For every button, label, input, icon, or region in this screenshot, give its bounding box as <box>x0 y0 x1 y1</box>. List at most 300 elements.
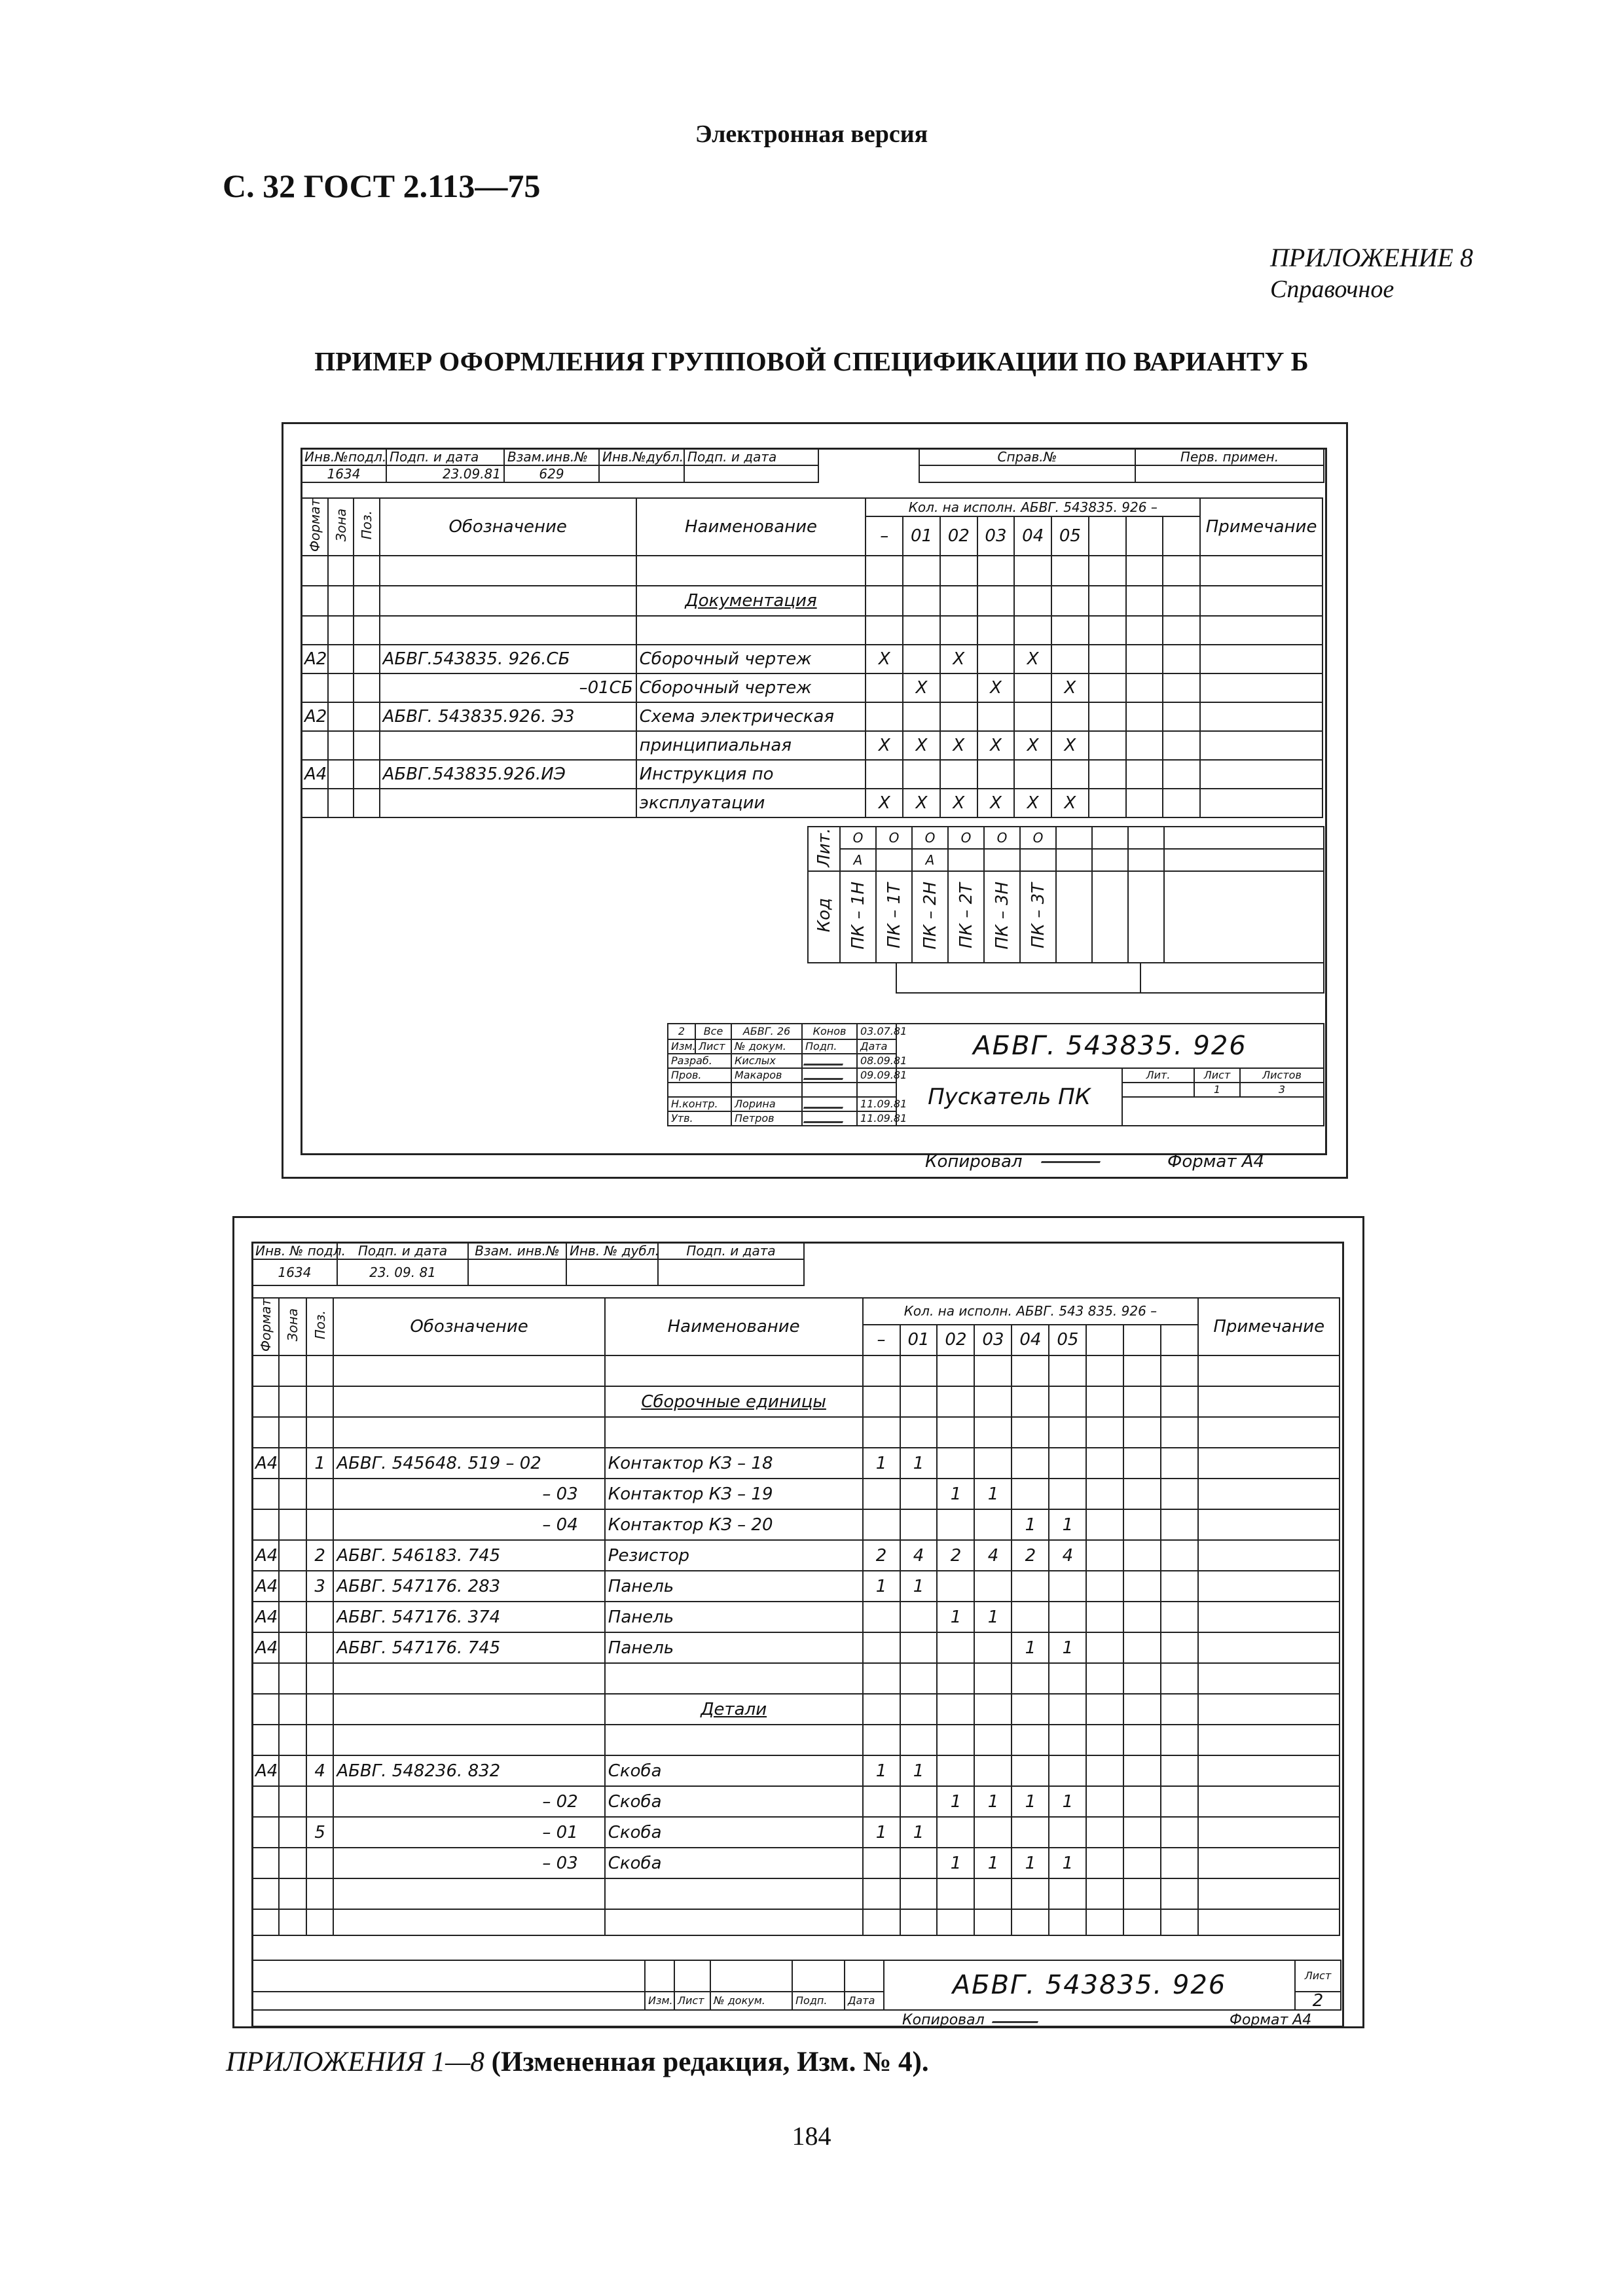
sheet-2-designation: АБВГ. 543835. 926 <box>884 1960 1295 2010</box>
table-cell <box>301 731 328 760</box>
table-cell: X <box>866 731 903 760</box>
table-cell <box>252 1509 279 1540</box>
col-v3: 03 <box>977 516 1015 556</box>
table-cell: A4 <box>252 1602 279 1632</box>
table-cell: 1 <box>1049 1848 1086 1878</box>
table-row <box>301 645 1322 673</box>
table-cell: А <box>912 849 948 871</box>
table-cell: X <box>903 731 940 760</box>
table-row <box>252 1817 1340 1848</box>
table-cell <box>984 849 1020 871</box>
col-zona: Зона <box>333 509 349 542</box>
sheet-1-lit-kod-block <box>807 826 1324 963</box>
table-cell: Лорина <box>731 1097 802 1111</box>
vzam-label: Взам.инв.№ <box>504 448 599 465</box>
table-cell: Контактор КЗ – 20 <box>605 1509 863 1540</box>
table-cell: Инв. № дубл. <box>566 1242 658 1259</box>
table-cell <box>1012 1755 1049 1786</box>
table-cell <box>903 760 940 789</box>
table-cell <box>974 1448 1012 1479</box>
table-cell: 1 <box>863 1448 900 1479</box>
table-cell <box>306 1479 333 1509</box>
sheet-1-designation: АБВГ. 543835. 926 <box>896 1024 1324 1068</box>
table-cell: X <box>1014 645 1051 673</box>
vertical-label: ПК – 1Т <box>884 882 904 948</box>
kod-label: Код <box>814 898 834 933</box>
col-v0: – <box>866 516 903 556</box>
table-cell: Инв. № подл. <box>252 1242 337 1259</box>
table-cell <box>876 849 912 871</box>
table-cell: О <box>984 827 1020 849</box>
table-cell <box>940 673 977 702</box>
table-cell <box>252 1817 279 1848</box>
table-cell: 09.09.81 <box>857 1068 896 1083</box>
table-cell <box>866 673 903 702</box>
table-cell: 2 <box>668 1024 695 1039</box>
col-v1: 01 <box>903 516 940 556</box>
section-assembly-units: Сборочные единицы <box>605 1386 863 1417</box>
table-cell <box>380 789 636 817</box>
table-cell: Скоба <box>605 1817 863 1848</box>
sheet-1-spec-table <box>301 497 1323 818</box>
table-cell: Лист <box>1295 1960 1341 1992</box>
table-cell <box>900 1848 938 1878</box>
table-cell <box>1049 1817 1086 1848</box>
table-cell <box>903 645 940 673</box>
table-cell <box>306 1509 333 1540</box>
table-cell: X <box>866 645 903 673</box>
col-prim: Примечание <box>1200 498 1322 556</box>
table-cell: Обозначение <box>333 1298 604 1355</box>
table-cell: X <box>977 789 1015 817</box>
table-cell: 1 <box>306 1448 333 1479</box>
table-cell: эксплуатации <box>636 789 866 817</box>
table-cell: Н.контр. <box>668 1097 731 1111</box>
table-row <box>301 789 1322 817</box>
vertical-label: ПК – 2Т <box>956 882 976 948</box>
table-cell: Панель <box>605 1632 863 1663</box>
sheet-1-copied-signature <box>1043 1152 1102 1166</box>
vertical-label: Зона <box>285 1308 301 1342</box>
table-cell: X <box>903 789 940 817</box>
table-cell: О <box>840 827 876 849</box>
col-kol: Кол. на исполн. АБВГ. 543835. 926 – <box>866 498 1200 516</box>
table-cell: A4 <box>252 1540 279 1571</box>
table-cell: A4 <box>252 1448 279 1479</box>
table-cell: 4 <box>900 1540 938 1571</box>
table-cell: АБВГ. 547176. 745 <box>333 1632 604 1663</box>
table-row <box>301 731 1322 760</box>
sheet-2-copied-signature <box>994 2012 1040 2026</box>
table-cell: АБВГ. 548236. 832 <box>333 1755 604 1786</box>
table-cell: Подп. и дата <box>658 1242 804 1259</box>
podp-date-value: 23.09.81 <box>386 465 504 482</box>
table-cell: Скоба <box>605 1786 863 1817</box>
table-cell: О <box>912 827 948 849</box>
table-cell: A4 <box>252 1571 279 1602</box>
table-cell: 1 <box>863 1571 900 1602</box>
table-cell <box>866 760 903 789</box>
table-cell: 03 <box>974 1325 1012 1356</box>
vertical-label: ПК – 3Н <box>992 881 1012 950</box>
table-cell <box>1012 1817 1049 1848</box>
table-cell: Инструкция по <box>636 760 866 789</box>
table-cell <box>1049 1479 1086 1509</box>
table-cell: A2 <box>301 702 328 731</box>
table-cell <box>306 1848 333 1878</box>
table-cell <box>1014 673 1051 702</box>
table-cell: 1 <box>1012 1786 1049 1817</box>
table-cell: 3 <box>306 1571 333 1602</box>
table-cell <box>977 760 1015 789</box>
table-cell <box>252 1848 279 1878</box>
footer-note-revision: (Измененная редакция, Изм. № 4). <box>484 2047 929 2077</box>
table-cell: № докум. <box>731 1039 802 1054</box>
table-cell <box>1012 1448 1049 1479</box>
sheet-1-format-label: Формат А4 <box>1167 1152 1265 1172</box>
table-row <box>252 1509 1340 1540</box>
table-cell: X <box>1014 789 1051 817</box>
table-cell <box>1049 1755 1086 1786</box>
table-row <box>301 702 1322 731</box>
table-cell: X <box>903 673 940 702</box>
table-cell: X <box>940 645 977 673</box>
table-cell: 1 <box>1049 1786 1086 1817</box>
lit-label: Лит. <box>814 827 834 867</box>
inv-podl-value: 1634 <box>301 465 386 482</box>
table-cell: 1 <box>937 1848 974 1878</box>
table-cell: Пров. <box>668 1068 731 1083</box>
table-cell <box>863 1479 900 1509</box>
table-cell: 1 <box>974 1602 1012 1632</box>
vertical-label: ПК – 2Н <box>920 881 940 950</box>
inv-podl-label: Инв.№подл. <box>301 448 386 465</box>
electronic-version-label: Электронная версия <box>695 120 928 148</box>
table-cell: – 01 <box>333 1817 604 1848</box>
table-cell: X <box>940 789 977 817</box>
table-cell: Резистор <box>605 1540 863 1571</box>
table-cell: – 04 <box>333 1509 604 1540</box>
vertical-label: Формат <box>257 1299 274 1352</box>
table-cell: Панель <box>605 1571 863 1602</box>
table-cell: 08.09.81 <box>857 1054 896 1068</box>
table-cell: 1 <box>937 1602 974 1632</box>
table-cell: 3 <box>1240 1083 1324 1097</box>
col-format: Формат <box>306 499 323 552</box>
table-cell: – <box>863 1325 900 1356</box>
table-cell <box>252 1786 279 1817</box>
footer-note <box>226 2046 929 2078</box>
table-cell: 11.09.81 <box>857 1111 896 1126</box>
table-cell: Скоба <box>605 1755 863 1786</box>
podp-data-label: Подп. и дата <box>386 448 504 465</box>
perv-label: Перв. примен. <box>1135 448 1324 465</box>
document-title: ПРИМЕР ОФОРМЛЕНИЯ ГРУППОВОЙ СПЕЦИФИКАЦИИ ПО ВАРИАНТУ Б <box>314 346 1309 376</box>
table-cell: A4 <box>252 1632 279 1663</box>
table-cell <box>937 1448 974 1479</box>
table-cell: Панель <box>605 1602 863 1632</box>
table-cell: Петров <box>731 1111 802 1126</box>
table-cell: Дата <box>857 1039 896 1054</box>
table-cell: О <box>1020 827 1056 849</box>
table-cell: 2 <box>863 1540 900 1571</box>
table-cell: 1 <box>900 1448 938 1479</box>
sheet-1-title-block <box>667 1023 1324 1126</box>
table-cell: Подп. <box>792 1992 845 2010</box>
table-cell <box>301 673 328 702</box>
table-cell: Листов <box>1240 1068 1324 1083</box>
table-row <box>252 1848 1340 1878</box>
table-cell: АБВГ.543835.926.ИЭ <box>380 760 636 789</box>
signature-utv <box>803 1112 847 1123</box>
table-cell: принципиальная <box>636 731 866 760</box>
table-row <box>252 1755 1340 1786</box>
table-cell <box>1020 849 1056 871</box>
table-cell: АБВГ. 547176. 374 <box>333 1602 604 1632</box>
sheet-2-spec-table <box>251 1297 1340 1936</box>
podp-data-2-label: Подп. и дата <box>684 448 818 465</box>
table-cell <box>900 1509 938 1540</box>
table-cell: 1 <box>1049 1632 1086 1663</box>
table-cell: X <box>977 731 1015 760</box>
table-cell: АБВГ. 543835.926. Э3 <box>380 702 636 731</box>
table-cell: Взам. инв.№ <box>468 1242 566 1259</box>
table-cell <box>1049 1602 1086 1632</box>
table-cell: Подп. и дата <box>337 1242 468 1259</box>
table-cell <box>1014 702 1051 731</box>
table-cell: A4 <box>301 760 328 789</box>
table-cell: Наименование <box>605 1298 863 1355</box>
appendix-type: Справочное <box>1270 276 1395 303</box>
table-cell <box>863 1509 900 1540</box>
table-cell: X <box>977 673 1015 702</box>
table-cell: Лит. <box>1122 1068 1194 1083</box>
table-cell <box>301 789 328 817</box>
table-cell: 1 <box>900 1755 938 1786</box>
table-cell: 05 <box>1049 1325 1086 1356</box>
table-cell: 1 <box>974 1848 1012 1878</box>
sheet-1-right-blank <box>896 962 1324 994</box>
table-cell <box>863 1848 900 1878</box>
table-cell <box>1049 1571 1086 1602</box>
table-cell <box>900 1786 938 1817</box>
table-cell <box>306 1602 333 1632</box>
table-cell: X <box>1051 789 1089 817</box>
table-cell <box>1012 1602 1049 1632</box>
table-cell: 1 <box>1012 1632 1049 1663</box>
signature-razrab <box>803 1054 847 1066</box>
col-v4: 04 <box>1014 516 1051 556</box>
table-cell: Изм. <box>668 1039 695 1054</box>
table-cell: 1 <box>974 1786 1012 1817</box>
table-cell <box>380 731 636 760</box>
table-cell: Сборочный чертеж <box>636 645 866 673</box>
vertical-label: ПК – 3Т <box>1028 882 1048 948</box>
table-cell: Лист <box>695 1039 731 1054</box>
table-cell: X <box>1014 731 1051 760</box>
table-cell: Подп. <box>802 1039 857 1054</box>
table-cell <box>903 702 940 731</box>
vertical-label: ПК – 1Н <box>848 881 868 950</box>
sheet-2-title-block <box>251 1960 1341 2011</box>
table-cell <box>1049 1448 1086 1479</box>
table-cell: 2 <box>1012 1540 1049 1571</box>
table-cell: № докум. <box>710 1992 792 2010</box>
table-cell: 1 <box>1012 1509 1049 1540</box>
signature-prov <box>803 1069 847 1080</box>
table-cell: 02 <box>937 1325 974 1356</box>
table-row <box>301 760 1322 789</box>
table-cell: 1 <box>863 1755 900 1786</box>
table-cell: 01 <box>900 1325 938 1356</box>
table-cell <box>1051 760 1089 789</box>
signature-nkontr <box>803 1098 847 1109</box>
table-cell: – 03 <box>333 1479 604 1509</box>
table-cell: 1 <box>900 1571 938 1602</box>
table-cell: О <box>876 827 912 849</box>
table-cell: Изм. <box>645 1992 674 2010</box>
table-cell: 04 <box>1012 1325 1049 1356</box>
table-row <box>252 1632 1340 1663</box>
inv-dubl-label: Инв.№дубл. <box>599 448 684 465</box>
table-cell: – 03 <box>333 1848 604 1878</box>
table-row <box>252 1571 1340 1602</box>
table-cell <box>940 702 977 731</box>
sheet-1-product-name: Пускатель ПК <box>896 1068 1122 1126</box>
table-cell: 4 <box>1049 1540 1086 1571</box>
table-cell: 1 <box>1012 1848 1049 1878</box>
page-number: 184 <box>792 2121 831 2151</box>
table-cell: АБВГ. 545648. 519 – 02 <box>333 1448 604 1479</box>
table-cell <box>977 702 1015 731</box>
table-cell: 2 <box>306 1540 333 1571</box>
table-cell <box>252 1479 279 1509</box>
table-cell: 1 <box>937 1786 974 1817</box>
sheet-2-top-strip <box>251 1242 805 1286</box>
appendix-number: ПРИЛОЖЕНИЕ 8 <box>1270 243 1473 272</box>
sheet-2-copied-label: Копировал <box>902 2012 985 2028</box>
table-row <box>252 1602 1340 1632</box>
section-documentation: Документация <box>636 586 866 616</box>
table-cell: 1 <box>1194 1083 1240 1097</box>
col-poz: Поз. <box>359 511 375 540</box>
sheet-1-sprav-strip <box>919 448 1324 483</box>
table-cell: АБВГ. 26 <box>731 1024 802 1039</box>
table-cell <box>1014 760 1051 789</box>
table-cell: 1 <box>900 1817 938 1848</box>
table-cell <box>900 1602 938 1632</box>
section-parts: Детали <box>605 1694 863 1725</box>
table-cell: Примечание <box>1198 1298 1340 1355</box>
table-cell: 03.07.81 <box>857 1024 896 1039</box>
table-cell: 2 <box>1295 1992 1341 2010</box>
table-cell: АБВГ.543835. 926.СБ <box>380 645 636 673</box>
table-cell <box>863 1602 900 1632</box>
table-cell: Утв. <box>668 1111 731 1126</box>
table-row <box>252 1540 1340 1571</box>
col-naim: Наименование <box>636 498 866 556</box>
table-cell <box>940 760 977 789</box>
table-cell: АБВГ. 547176. 283 <box>333 1571 604 1602</box>
col-v5: 05 <box>1051 516 1089 556</box>
table-cell: Сборочный чертеж <box>636 673 866 702</box>
table-cell: Разраб. <box>668 1054 731 1068</box>
table-row <box>301 673 1322 702</box>
table-cell: 4 <box>974 1540 1012 1571</box>
page-reference: С. 32 ГОСТ 2.113—75 <box>223 168 541 204</box>
table-cell: – 02 <box>333 1786 604 1817</box>
table-cell: 1 <box>1049 1509 1086 1540</box>
table-cell <box>974 1571 1012 1602</box>
table-cell: Схема электрическая <box>636 702 866 731</box>
table-cell <box>306 1632 333 1663</box>
vzam-value: 629 <box>504 465 599 482</box>
table-cell: Скоба <box>605 1848 863 1878</box>
table-cell <box>1051 702 1089 731</box>
col-v2: 02 <box>940 516 977 556</box>
table-cell: 5 <box>306 1817 333 1848</box>
sheet-1-top-strip <box>301 448 819 483</box>
table-cell: Все <box>695 1024 731 1039</box>
table-cell <box>306 1786 333 1817</box>
table-cell <box>977 645 1015 673</box>
table-row <box>252 1479 1340 1509</box>
table-cell: Макаров <box>731 1068 802 1083</box>
vertical-label: Поз. <box>312 1310 328 1340</box>
table-cell: Лист <box>674 1992 710 2010</box>
table-cell: 1 <box>974 1479 1012 1509</box>
table-cell: X <box>866 789 903 817</box>
footer-note-appendices: ПРИЛОЖЕНИЯ 1—8 <box>226 2047 484 2077</box>
table-cell <box>974 1632 1012 1663</box>
table-cell <box>866 702 903 731</box>
table-cell: X <box>1051 673 1089 702</box>
table-cell <box>937 1817 974 1848</box>
table-cell: 23. 09. 81 <box>337 1259 468 1285</box>
table-cell <box>974 1817 1012 1848</box>
table-cell: АБВГ. 546183. 745 <box>333 1540 604 1571</box>
table-cell <box>937 1632 974 1663</box>
table-cell <box>1051 645 1089 673</box>
table-cell: 1 <box>863 1817 900 1848</box>
spec-sheet-1 <box>282 422 1348 1179</box>
table-cell <box>937 1509 974 1540</box>
table-cell: 2 <box>937 1540 974 1571</box>
spec-sheet-2 <box>232 1216 1364 2028</box>
table-cell: A4 <box>252 1755 279 1786</box>
table-cell: 4 <box>306 1755 333 1786</box>
table-row <box>252 1448 1340 1479</box>
table-cell: A2 <box>301 645 328 673</box>
table-cell: Контактор КЗ – 19 <box>605 1479 863 1509</box>
table-cell <box>863 1632 900 1663</box>
table-cell: А <box>840 849 876 871</box>
table-cell: Дата <box>845 1992 884 2010</box>
table-cell <box>974 1755 1012 1786</box>
table-cell: X <box>940 731 977 760</box>
sprav-label: Справ.№ <box>919 448 1135 465</box>
table-cell: Конов <box>802 1024 857 1039</box>
table-cell: 1 <box>937 1479 974 1509</box>
table-cell <box>900 1632 938 1663</box>
table-cell <box>974 1509 1012 1540</box>
table-cell <box>1012 1479 1049 1509</box>
table-cell: Лист <box>1194 1068 1240 1083</box>
table-cell <box>937 1571 974 1602</box>
table-cell: Кол. на исполн. АБВГ. 543 835. 926 – <box>863 1298 1199 1325</box>
table-cell: Кислых <box>731 1054 802 1068</box>
table-cell <box>937 1755 974 1786</box>
